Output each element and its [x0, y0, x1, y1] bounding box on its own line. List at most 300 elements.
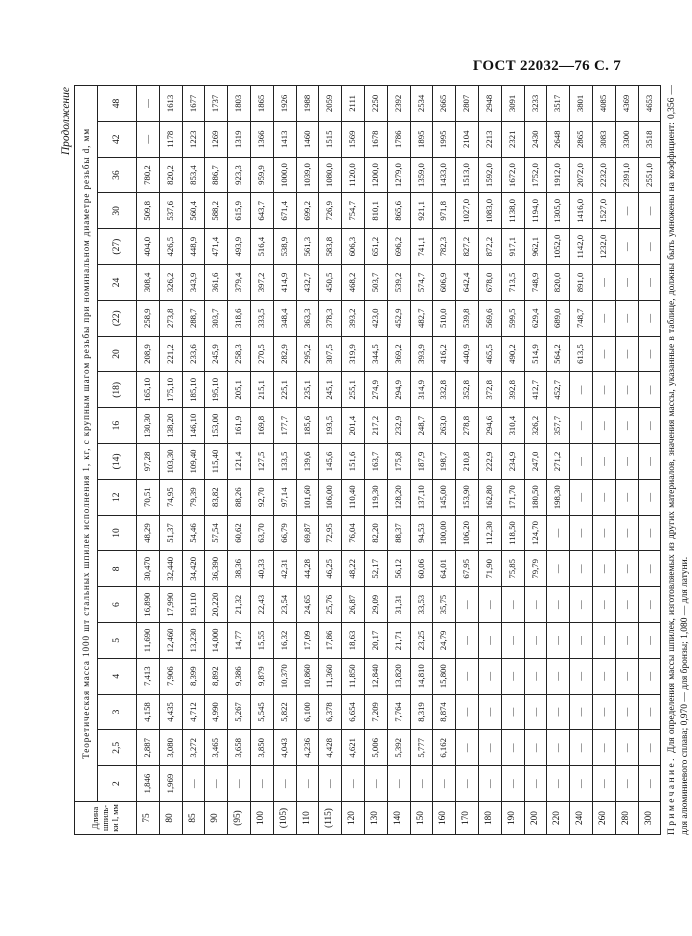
mass-cell: — [570, 694, 593, 730]
diameter-header: 48 [98, 86, 137, 122]
mass-cell: 3517 [547, 86, 570, 122]
mass-cell: — [456, 587, 479, 623]
mass-cell: 103,30 [159, 444, 182, 480]
table-body [137, 86, 661, 835]
mass-cell: 185,6 [296, 408, 319, 444]
mass-cell: 145,00 [433, 479, 456, 515]
footnote [666, 85, 692, 835]
mass-cell: 17,09 [296, 623, 319, 659]
mass-cell: 1926 [273, 86, 296, 122]
mass-cell: 561,3 [296, 229, 319, 265]
mass-cell: 726,9 [319, 193, 342, 229]
mass-cell: 2534 [410, 86, 433, 122]
mass-cell: 503,7 [364, 265, 387, 301]
mass-cell: 128,20 [387, 479, 410, 515]
mass-cell: — [478, 587, 501, 623]
mass-cell: 333,5 [250, 300, 273, 336]
mass-cell: — [592, 694, 615, 730]
mass-cell: 319,9 [342, 336, 365, 372]
mass-cell: 169,8 [250, 408, 273, 444]
mass-cell: 308,4 [137, 265, 160, 301]
mass-cell: 516,4 [250, 229, 273, 265]
mass-cell: — [592, 479, 615, 515]
mass-cell: 343,9 [182, 265, 205, 301]
mass-cell: 215,1 [250, 372, 273, 408]
mass-cell: 20,220 [205, 587, 228, 623]
mass-cell: 1120,0 [342, 157, 365, 193]
mass-cell: 452,7 [547, 372, 570, 408]
mass-cell: 7,209 [364, 694, 387, 730]
diameter-header-row [98, 86, 137, 835]
mass-cell: 7,906 [159, 658, 182, 694]
mass-cell: — [570, 623, 593, 659]
mass-cell: 326,2 [159, 265, 182, 301]
mass-cell: — [524, 658, 547, 694]
mass-cell: — [592, 265, 615, 301]
mass-cell: 44,28 [296, 551, 319, 587]
table-row [387, 86, 410, 835]
mass-cell: 314,9 [410, 372, 433, 408]
mass-cell: — [592, 444, 615, 480]
footnote-text: Для определения массы шпилек, изготовляемых из других материалов, значения массы, указанные в таблице, должны быть умножены на коэффициент: 0,356 — для алюминиевого сплава; 0,970 — для бронзы; 1,080 — для латуни. [667, 84, 691, 835]
mass-cell: 138,20 [159, 408, 182, 444]
mass-cell: — [615, 551, 638, 587]
mass-cell: 2392 [387, 86, 410, 122]
length-header: Длина шпиль- ки l, мм [75, 802, 137, 835]
mass-cell: 198,7 [433, 444, 456, 480]
mass-cell: — [615, 479, 638, 515]
mass-cell: — [638, 444, 661, 480]
mass-cell: 130,30 [137, 408, 160, 444]
mass-cell: 110,40 [342, 479, 365, 515]
mass-cell: — [638, 408, 661, 444]
mass-cell: 94,53 [410, 515, 433, 551]
mass-cell: 448,9 [182, 229, 205, 265]
mass-cell: 780,2 [137, 157, 160, 193]
mass-cell: — [570, 408, 593, 444]
mass-cell: 392,8 [501, 372, 524, 408]
mass-cell: 9,879 [250, 658, 273, 694]
mass-cell: 1039,0 [296, 157, 319, 193]
mass-cell: 4,435 [159, 694, 182, 730]
mass-cell: 7,764 [387, 694, 410, 730]
diameter-header: 24 [98, 265, 137, 301]
mass-cell: 2665 [433, 86, 456, 122]
mass-cell: 248,7 [410, 408, 433, 444]
mass-cell: 1803 [228, 86, 251, 122]
table-row [570, 86, 593, 835]
mass-cell: 1995 [433, 121, 456, 157]
mass-cell: 1366 [250, 121, 273, 157]
mass-cell: 538,9 [273, 229, 296, 265]
mass-cell: — [570, 372, 593, 408]
mass-cell: 539,8 [456, 300, 479, 336]
mass-cell: 853,4 [182, 157, 205, 193]
mass-cell: 3,850 [250, 730, 273, 766]
mass-cell: — [524, 587, 547, 623]
diameter-header: (27) [98, 229, 137, 265]
mass-cell: — [478, 658, 501, 694]
mass-cell: 88,37 [387, 515, 410, 551]
diameter-header: 2,5 [98, 730, 137, 766]
mass-cell: 151,6 [342, 444, 365, 480]
mass-cell: 393,2 [342, 300, 365, 336]
mass-cell: 92,70 [250, 479, 273, 515]
mass-cell: 3,658 [228, 730, 251, 766]
mass-cell: 1988 [296, 86, 319, 122]
table-row [159, 86, 182, 835]
mass-cell: 5,545 [250, 694, 273, 730]
mass-cell: 52,17 [364, 551, 387, 587]
length-cell: 85 [182, 802, 205, 835]
mass-cell: 5,822 [273, 694, 296, 730]
mass-cell: 2391,0 [615, 157, 638, 193]
mass-cell: — [638, 300, 661, 336]
mass-cell: — [638, 515, 661, 551]
mass-cell: — [547, 766, 570, 802]
mass-cell: — [615, 193, 638, 229]
mass-cell: — [615, 265, 638, 301]
mass-cell: 222,9 [478, 444, 501, 480]
mass-cell: — [570, 658, 593, 694]
mass-cell: — [524, 730, 547, 766]
mass-cell: 217,2 [364, 408, 387, 444]
mass-cell: 1359,0 [410, 157, 433, 193]
mass-cell: — [592, 515, 615, 551]
mass-cell: 48,29 [137, 515, 160, 551]
mass-cell: 14,77 [228, 623, 251, 659]
mass-cell: 423,0 [364, 300, 387, 336]
mass-cell: 19,110 [182, 587, 205, 623]
mass-cell: 1752,0 [524, 157, 547, 193]
mass-cell: 1513,0 [456, 157, 479, 193]
mass-cell: 2250 [364, 86, 387, 122]
mass-cell: — [592, 766, 615, 802]
mass-cell: 271,2 [547, 444, 570, 480]
mass-cell: 2059 [319, 86, 342, 122]
mass-cell: 1232,0 [592, 229, 615, 265]
mass-cell: 83,82 [205, 479, 228, 515]
mass-cell: 2865 [570, 121, 593, 157]
mass-cell: — [547, 515, 570, 551]
mass-cell: 133,5 [273, 444, 296, 480]
mass-cell: — [638, 336, 661, 372]
mass-cell: 452,9 [387, 300, 410, 336]
diameter-header: 5 [98, 623, 137, 659]
mass-cell: 1786 [387, 121, 410, 157]
length-cell: (95) [228, 802, 251, 835]
mass-cell: 2648 [547, 121, 570, 157]
mass-cell: 263,0 [433, 408, 456, 444]
mass-cell: 42,31 [273, 551, 296, 587]
mass-cell: — [501, 623, 524, 659]
mass-cell: 60,62 [228, 515, 251, 551]
mass-cell: 153,90 [456, 479, 479, 515]
mass-cell: 689,0 [547, 300, 570, 336]
mass-cell: 121,4 [228, 444, 251, 480]
mass-cell: 3,465 [205, 730, 228, 766]
mass-cell: — [410, 766, 433, 802]
mass-cell: 1138,0 [501, 193, 524, 229]
mass-cell: 2232,0 [592, 157, 615, 193]
mass-cell: — [615, 229, 638, 265]
mass-cell: 234,9 [501, 444, 524, 480]
mass-cell: 2,887 [137, 730, 160, 766]
mass-cell: — [570, 730, 593, 766]
mass-cell: 696,2 [387, 229, 410, 265]
mass-cell: 60,06 [410, 551, 433, 587]
mass-cell: — [319, 766, 342, 802]
mass-cell: 82,20 [364, 515, 387, 551]
mass-cell: — [638, 265, 661, 301]
mass-cell: 245,1 [319, 372, 342, 408]
mass-cell: 177,7 [273, 408, 296, 444]
mass-cell: — [547, 623, 570, 659]
mass-cell: 15,55 [250, 623, 273, 659]
mass-cell: — [592, 300, 615, 336]
mass-cell: — [638, 766, 661, 802]
mass-cell: 741,1 [410, 229, 433, 265]
mass-cell: 1737 [205, 86, 228, 122]
mass-cell: — [615, 623, 638, 659]
mass-cell: 278,8 [456, 408, 479, 444]
table-row [296, 86, 319, 835]
mass-cell: 64,01 [433, 551, 456, 587]
mass-cell: 1672,0 [501, 157, 524, 193]
mass-cell: 432,7 [296, 265, 319, 301]
mass-cell: 17,86 [319, 623, 342, 659]
mass-cell: 1223 [182, 121, 205, 157]
mass-cell: — [615, 408, 638, 444]
table-row [364, 86, 387, 835]
mass-cell: 175,10 [159, 372, 182, 408]
mass-cell: 2213 [478, 121, 501, 157]
mass-cell: 344,5 [364, 336, 387, 372]
mass-cell: 886,7 [205, 157, 228, 193]
diameter-header: 16 [98, 408, 137, 444]
mass-cell: 1460 [296, 121, 319, 157]
mass-cell: 748,9 [524, 265, 547, 301]
footnote-label: Примечание. [667, 756, 678, 835]
mass-cell: — [615, 766, 638, 802]
mass-cell: 32,440 [159, 551, 182, 587]
mass-cell: 4085 [592, 86, 615, 122]
length-cell: 110 [296, 802, 319, 835]
mass-cell: 63,70 [250, 515, 273, 551]
mass-cell: 232,9 [387, 408, 410, 444]
mass-cell: 1083,0 [478, 193, 501, 229]
mass-cell: 187,9 [410, 444, 433, 480]
mass-cell: 2111 [342, 86, 365, 122]
mass-cell: 294,9 [387, 372, 410, 408]
mass-cell: — [228, 766, 251, 802]
mass-cell: — [456, 623, 479, 659]
mass-cell: — [570, 587, 593, 623]
mass-cell: — [592, 408, 615, 444]
mass-cell: 1413 [273, 121, 296, 157]
length-cell: 150 [410, 802, 433, 835]
mass-cell: — [478, 623, 501, 659]
mass-cell: 1080,0 [319, 157, 342, 193]
mass-cell: 109,40 [182, 444, 205, 480]
mass-cell: 146,10 [182, 408, 205, 444]
mass-cell: 2321 [501, 121, 524, 157]
mass-cell: 193,5 [319, 408, 342, 444]
table-row [524, 86, 547, 835]
mass-cell: 326,2 [524, 408, 547, 444]
mass-cell: — [615, 300, 638, 336]
mass-cell: — [547, 551, 570, 587]
length-cell: 300 [638, 802, 661, 835]
length-cell: 120 [342, 802, 365, 835]
diameter-header: 8 [98, 551, 137, 587]
mass-cell: 3083 [592, 121, 615, 157]
continued-label: Продолжение [60, 87, 72, 156]
mass-cell: 8,892 [205, 658, 228, 694]
mass-cell: — [456, 658, 479, 694]
mass-cell: — [456, 694, 479, 730]
diameter-header: 10 [98, 515, 137, 551]
mass-cell: 258,9 [137, 300, 160, 336]
mass-cell: 288,7 [182, 300, 205, 336]
mass-cell: 66,79 [273, 515, 296, 551]
mass-cell: — [592, 551, 615, 587]
mass-cell: 393,9 [410, 336, 433, 372]
mass-cell: 255,1 [342, 372, 365, 408]
mass-cell: — [547, 694, 570, 730]
mass-cell: 537,6 [159, 193, 182, 229]
length-cell: 90 [205, 802, 228, 835]
mass-cell: 16,32 [273, 623, 296, 659]
mass-cell: — [592, 730, 615, 766]
mass-cell: 46,25 [319, 551, 342, 587]
mass-cell: — [273, 766, 296, 802]
mass-cell: 33,53 [410, 587, 433, 623]
mass-cell: 1527,0 [592, 193, 615, 229]
mass-cell: 1613 [159, 86, 182, 122]
mass-cell: 440,9 [456, 336, 479, 372]
mass-cell: — [250, 766, 273, 802]
mass-cell: 310,4 [501, 408, 524, 444]
mass-cell: 101,60 [296, 479, 319, 515]
table-row [319, 86, 342, 835]
length-cell: 180 [478, 802, 501, 835]
mass-cell: 24,65 [296, 587, 319, 623]
table-row [250, 86, 273, 835]
mass-cell: 1515 [319, 121, 342, 157]
mass-cell: 564,2 [547, 336, 570, 372]
mass-cell: 651,2 [364, 229, 387, 265]
mass-cell: — [478, 694, 501, 730]
mass-cell: 6,162 [433, 730, 456, 766]
mass-cell: 678,0 [478, 265, 501, 301]
mass-cell: 221,2 [159, 336, 182, 372]
table-row [228, 86, 251, 835]
table-row [615, 86, 638, 835]
mass-cell: 48,22 [342, 551, 365, 587]
mass-cell: 10,370 [273, 658, 296, 694]
length-cell: (115) [319, 802, 342, 835]
mass-cell: 1865 [250, 86, 273, 122]
mass-cell: — [524, 694, 547, 730]
mass-cell: 14,810 [410, 658, 433, 694]
mass-cell: 4,043 [273, 730, 296, 766]
mass-cell: 307,5 [319, 336, 342, 372]
mass-cell: 11,850 [342, 658, 365, 694]
mass-cell: 205,1 [228, 372, 251, 408]
mass-cell: 509,8 [137, 193, 160, 229]
mass-cell: 1200,0 [364, 157, 387, 193]
mass-cell: 137,10 [410, 479, 433, 515]
mass-cell: 75,85 [501, 551, 524, 587]
mass-cell: 810,1 [364, 193, 387, 229]
mass-cell: 100,00 [433, 515, 456, 551]
mass-cell: 4,236 [296, 730, 319, 766]
mass-cell: — [137, 121, 160, 157]
mass-cell: — [501, 766, 524, 802]
mass-cell: 106,20 [456, 515, 479, 551]
length-cell: (105) [273, 802, 296, 835]
mass-cell: 8,874 [433, 694, 456, 730]
table-row [137, 86, 160, 835]
mass-cell: 615,9 [228, 193, 251, 229]
mass-cell: 12,840 [364, 658, 387, 694]
mass-cell: — [570, 766, 593, 802]
mass-cell: 361,6 [205, 265, 228, 301]
mass-cell: 471,4 [205, 229, 228, 265]
rotated-table-block [58, 84, 691, 835]
length-cell: 200 [524, 802, 547, 835]
mass-cell: 352,8 [456, 372, 479, 408]
mass-cell: 25,76 [319, 587, 342, 623]
diameter-header: (22) [98, 300, 137, 336]
mass-cell: 282,9 [273, 336, 296, 372]
mass-cell: 318,6 [228, 300, 251, 336]
mass-cell: 416,2 [433, 336, 456, 372]
mass-cell: 378,3 [319, 300, 342, 336]
mass-cell: 357,7 [547, 408, 570, 444]
mass-cell: 1895 [410, 121, 433, 157]
mass-cell: 482,7 [410, 300, 433, 336]
mass-cell: 162,80 [478, 479, 501, 515]
mass-cell: — [638, 551, 661, 587]
mass-cell: — [615, 372, 638, 408]
diameter-header: 20 [98, 336, 137, 372]
mass-cell: 613,5 [570, 336, 593, 372]
mass-cell: 3091 [501, 86, 524, 122]
mass-cell: 643,7 [250, 193, 273, 229]
mass-cell: 163,7 [364, 444, 387, 480]
mass-cell: 514,9 [524, 336, 547, 372]
diameter-header: 12 [98, 479, 137, 515]
mass-cell: 294,6 [478, 408, 501, 444]
mass-cell: 8,319 [410, 694, 433, 730]
mass-cell: 4,621 [342, 730, 365, 766]
mass-cell: 175,8 [387, 444, 410, 480]
mass-cell: — [638, 479, 661, 515]
mass-cell: 23,54 [273, 587, 296, 623]
length-cell: 220 [547, 802, 570, 835]
mass-cell: 24,79 [433, 623, 456, 659]
mass-cell: 713,5 [501, 265, 524, 301]
mass-cell: 5,777 [410, 730, 433, 766]
mass-cell: 3233 [524, 86, 547, 122]
mass-cell: 2072,0 [570, 157, 593, 193]
length-cell: 240 [570, 802, 593, 835]
mass-cell: 274,9 [364, 372, 387, 408]
mass-cell: 560,4 [182, 193, 205, 229]
table-row [342, 86, 365, 835]
